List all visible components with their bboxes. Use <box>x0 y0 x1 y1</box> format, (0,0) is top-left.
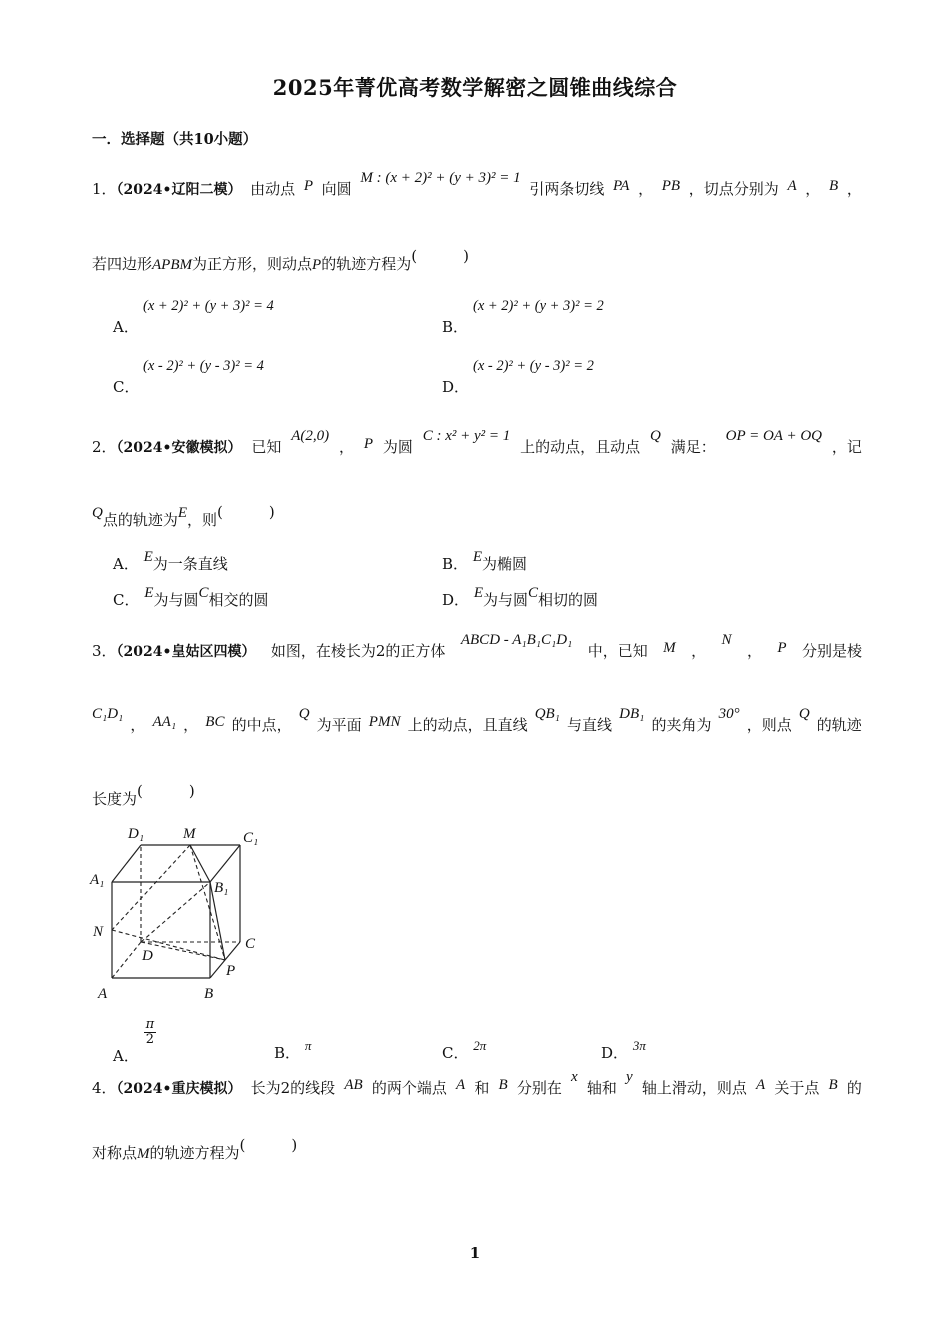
label-p: P <box>226 963 236 979</box>
q4-line2: 对称点M的轨迹方程为( ) <box>92 1136 298 1162</box>
q3-cube-name: ABCD - A₁B₁C₁D₁ <box>460 632 573 648</box>
section-heading: 一．选择题（共10小题） <box>92 131 258 148</box>
fraction-pi-over-2: $\frac{\pi}{2}$ <box>145 1017 155 1047</box>
label-d: D <box>142 948 153 964</box>
q2-vector-equation: OP = OA + OQ <box>725 428 822 444</box>
q4-line1: 4．（2024•重庆模拟） 长为2的线段 AB 的两个端点 A 和 B 分别在 x 轴和 y 轴上滑动，则点 A 关于点 B 的 <box>92 1069 862 1097</box>
label-c: C <box>245 936 256 952</box>
q3-option-a: A． $\frac{\pi}{2}$ <box>113 1017 155 1065</box>
segment-n-p <box>112 930 225 960</box>
q1-line1: 1．（2024•辽阳二模） 由动点 P 向圆 M : (x + 2)² + (y + 3)² = 1 引两条切线 PA ， PB ，切点分别为 A ， B ， <box>92 170 862 198</box>
q2-circle-equation: C : x² + y² = 1 <box>422 428 511 444</box>
segment-m-p <box>190 845 225 960</box>
label-d1: D₁ <box>128 826 145 842</box>
hidden-edge-a-d <box>112 942 141 978</box>
q3-line2: C₁D₁ ， AA₁ ， BC 的中点， Q 为平面 PMN 上的动点，且直线 QB₁ 与直线 DB₁ 的夹角为 30° ，则点 Q 的轨迹 <box>92 706 862 734</box>
segment-d-b1 <box>141 882 210 942</box>
q1-line2: 若四边形APBM为正方形，则动点P的轨迹方程为( ) <box>92 247 469 273</box>
label-n: N <box>93 924 104 940</box>
q2-option-a: A． E为一条直线 <box>113 549 228 573</box>
q2-line1: 2．（2024•安徽模拟） 已知 A(2,0) ， P 为圆 C : x² + y² = 1 上的动点，且动点 Q 满足： OP = OA + OQ ，记 <box>92 428 862 456</box>
q3-option-d: D． 3π <box>601 1038 646 1062</box>
page-title: 2025年菁优高考数学解密之圆锥曲线综合 <box>272 75 678 100</box>
q1-option-a: (x + 2)² + (y + 3)² = 4 <box>143 298 274 314</box>
label-a1: A₁ <box>90 872 105 888</box>
q1-option-d: (x - 2)² + (y - 3)² = 2 <box>473 358 594 374</box>
q3-line3: 长度为( ) <box>92 782 195 808</box>
q1-option-b: (x + 2)² + (y + 3)² = 2 <box>473 298 604 314</box>
q1-option-c: (x - 2)² + (y - 3)² = 4 <box>143 358 264 374</box>
label-b1: B₁ <box>214 880 229 896</box>
segment-d-p <box>141 942 225 960</box>
q2-option-d: D． E为与圆C相切的圆 <box>442 585 599 609</box>
edge-a1-d1 <box>112 845 141 882</box>
q2-line2: Q点的轨迹为E，则( ) <box>92 503 275 529</box>
label-a: A <box>98 986 108 1002</box>
page-number: 1 <box>469 1244 481 1262</box>
q1-option-c-label: C． <box>113 378 140 396</box>
q1-option-d-label: D． <box>442 378 470 396</box>
cube-figure <box>88 820 278 1005</box>
q1-option-b-label: B． <box>442 318 469 336</box>
segment-m-b1 <box>190 845 210 882</box>
q1-option-a-label: A． <box>113 318 139 336</box>
segment-m-n <box>112 845 190 930</box>
edge-b1-c1 <box>210 845 240 882</box>
q3-option-c: C． 2π <box>442 1038 487 1062</box>
q3-option-b: B． π <box>274 1038 312 1062</box>
q1-circle-equation: M : (x + 2)² + (y + 3)² = 1 <box>360 170 521 186</box>
label-m: M <box>183 826 196 842</box>
q2-option-b: B． E为椭圆 <box>442 549 527 573</box>
label-c1: C₁ <box>243 830 259 846</box>
q2-option-c: C． E为与圆C相交的圆 <box>113 585 269 609</box>
q3-line1: 3．（2024•皇姑区四模） 如图，在棱长为2的正方体 ABCD - A₁B₁C₁D₁ 中，已知 M ， N ， P 分别是棱 <box>92 632 862 660</box>
label-b: B <box>204 986 214 1002</box>
